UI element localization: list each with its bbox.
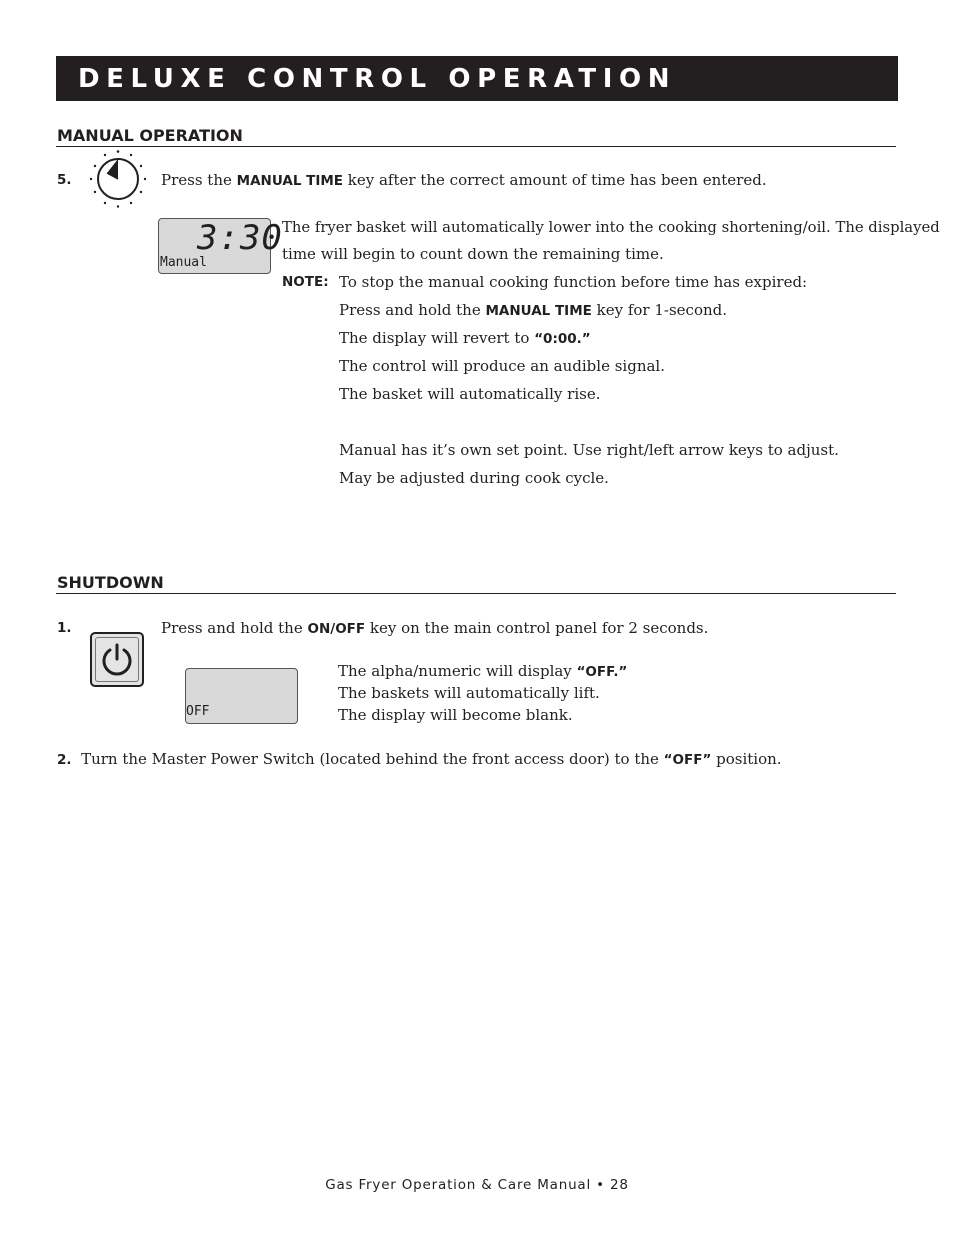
note-item: Manual has it’s own set point. Use right/left arrow keys to adjust.: [339, 441, 839, 459]
manual-time-key-label: MANUAL TIME: [485, 303, 592, 319]
manual-operation-heading: MANUAL OPERATION: [57, 126, 243, 145]
step-1-instruction: [161, 619, 708, 638]
paragraph-line: time will begin to count down the remaining time.: [282, 245, 664, 263]
step-number: 5.: [57, 172, 72, 188]
power-icon: [99, 642, 135, 678]
note-item: [339, 329, 591, 348]
shutdown-heading: SHUTDOWN: [57, 573, 164, 592]
revert-value: “0:00.”: [534, 331, 591, 347]
manual-operation-rule: [56, 146, 896, 147]
note-item: [339, 301, 727, 320]
lcd-digits: 3:30: [197, 218, 283, 258]
step-text: Press and hold the: [161, 619, 308, 637]
note-text: Press and hold the: [339, 301, 486, 319]
section-header-bar: [56, 56, 898, 101]
off-value: “OFF”: [663, 752, 712, 768]
page-footer: Gas Fryer Operation & Care Manual • 28: [325, 1177, 629, 1193]
shutdown-item: The display will become blank.: [338, 706, 573, 724]
step-2-instruction: [57, 750, 782, 769]
step-number: 2.: [57, 752, 72, 768]
lcd-display-manual: [158, 218, 283, 274]
note-text: The display will revert to: [339, 329, 535, 347]
note-label: NOTE:: [282, 274, 329, 290]
shutdown-text: The alpha/numeric will display: [338, 662, 577, 680]
shutdown-item: The baskets will automatically lift.: [338, 684, 600, 702]
step-number: 1.: [57, 620, 72, 636]
shutdown-rule: [56, 593, 896, 594]
step-text: Press the: [161, 171, 237, 189]
step-text: key after the correct amount of time has been entered.: [343, 171, 767, 189]
lcd-label: OFF: [186, 704, 210, 719]
shutdown-item: [338, 662, 627, 681]
off-value: “OFF.”: [576, 664, 628, 680]
note-item: The control will produce an audible signal.: [339, 357, 665, 375]
step-text: key on the main control panel for 2 seconds.: [365, 619, 709, 637]
step-text: position.: [711, 750, 782, 768]
on-off-key-label: ON/OFF: [307, 621, 366, 637]
note-text: key for 1-second.: [591, 301, 728, 319]
lcd-label: Manual: [160, 255, 207, 270]
note-item: May be adjusted during cook cycle.: [339, 469, 609, 487]
timer-clock-icon: [88, 149, 148, 209]
note-item: The basket will automatically rise.: [339, 385, 601, 403]
manual-time-key-label: MANUAL TIME: [236, 173, 344, 189]
lcd-display-off: [185, 668, 298, 724]
note-text: To stop the manual cooking function before time has expired:: [339, 273, 808, 291]
on-off-key: [90, 632, 144, 687]
page-title: DELUXE CONTROL OPERATION: [78, 64, 677, 94]
paragraph-line: The fryer basket will automatically lower into the cooking shortening/oil. The displayed: [282, 219, 940, 236]
step-text: Turn the Master Power Switch (located behind the front access door) to the: [81, 750, 664, 768]
step-5-instruction: [161, 171, 767, 190]
